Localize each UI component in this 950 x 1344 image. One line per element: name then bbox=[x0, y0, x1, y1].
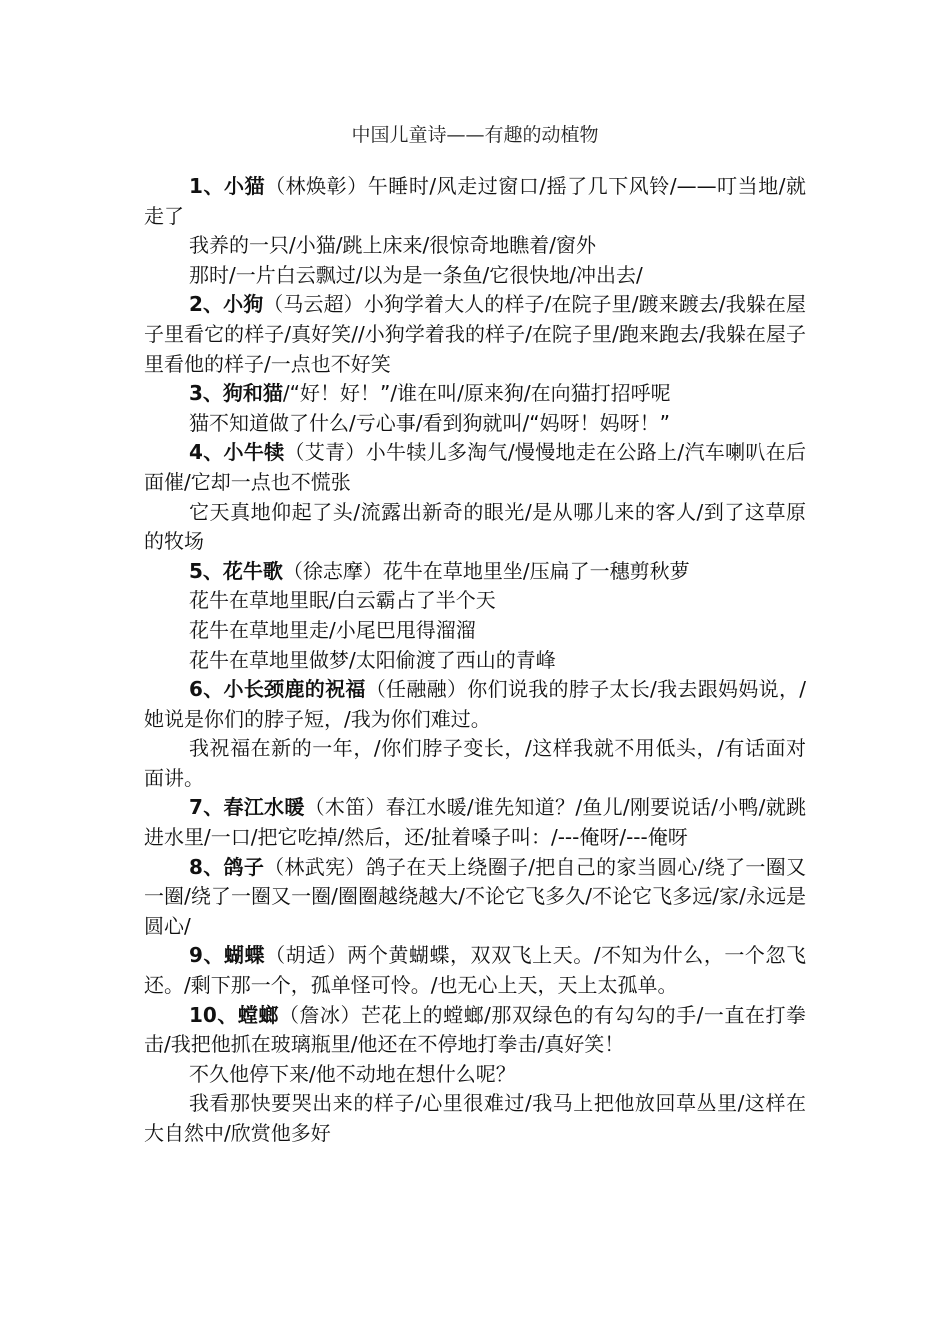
poem-title: 小牛犊 bbox=[223, 440, 285, 465]
poem-number: 2、 bbox=[189, 292, 224, 317]
poem-paragraph bbox=[144, 498, 806, 557]
poem-text: （胡适）两个黄蝴蝶，双双飞上天。/不知为什么，一个忽飞还。/剩下那一个，孤单怪可怜。/也无心上天，天上太孤单。 bbox=[144, 943, 806, 998]
poem-title: 小长颈鹿的祝福 bbox=[223, 677, 366, 702]
document-body bbox=[144, 172, 806, 1149]
poem-text: （徐志摩）花牛在草地里坐/压扁了一穗剪秋萝 bbox=[282, 558, 690, 583]
poem-title: 花牛歌 bbox=[222, 558, 283, 583]
poem-paragraph bbox=[144, 172, 806, 231]
poem-title: 鸽子 bbox=[223, 854, 265, 879]
poem-number: 10、 bbox=[189, 1002, 238, 1027]
poem-number: 3、 bbox=[189, 381, 223, 406]
poem-paragraph bbox=[144, 1089, 806, 1148]
document-title: 中国儿童诗——有趣的动植物 bbox=[351, 124, 599, 146]
poem-title: 小狗 bbox=[223, 292, 264, 317]
poem-text: （艾青）小牛犊儿多淘气/慢慢地走在公路上/汽车喇叭在后面催/它却一点也不慌张 bbox=[144, 440, 807, 494]
poem-paragraph bbox=[144, 1001, 806, 1060]
poem-text: （任融融）你们说我的脖子太长/我去跟妈妈说，/她说是你们的脖子短，/我为你们难过。 bbox=[144, 677, 807, 731]
poem-text: 那时/一片白云飘过/以为是一条鱼/它很快地/冲出去/ bbox=[189, 262, 643, 287]
poem-text: （林焕彰）午睡时/风走过窗口/摇了几下风铃/——叮当地/就走了 bbox=[144, 174, 807, 228]
poem-text: /“好！好！”/谁在叫/原来狗/在向猫打招呼呢 bbox=[282, 381, 671, 406]
poem-paragraph bbox=[144, 675, 806, 734]
poem-paragraph bbox=[144, 438, 806, 497]
poem-text: 花牛在草地里走/小尾巴甩得溜溜 bbox=[189, 617, 476, 642]
poem-number: 6、 bbox=[189, 677, 224, 702]
poem-paragraph bbox=[144, 261, 806, 291]
poem-text: （马云超）小狗学着大人的样子/在院子里/踱来踱去/我躲在屋子里看它的样子/真好笑//小狗学着我的样子/在院子里/跑来跑去/我躲在屋子里看他的样子/一点也不好笑 bbox=[144, 292, 807, 376]
poem-paragraph bbox=[144, 616, 806, 646]
poem-paragraph bbox=[144, 646, 806, 676]
poem-text: 不久他停下来/他不动地在想什么呢？ bbox=[189, 1061, 516, 1086]
poem-text: 我看那快要哭出来的样子/心里很难过/我马上把他放回草丛里/这样在大自然中/欣赏他多好 bbox=[144, 1091, 806, 1145]
poem-title: 狗和猫 bbox=[222, 381, 283, 406]
poem-paragraph bbox=[144, 290, 806, 379]
poem-number: 4、 bbox=[189, 440, 224, 465]
poem-paragraph bbox=[144, 1060, 806, 1090]
poem-number: 1、 bbox=[189, 174, 224, 198]
poem-text: （木笛）春江水暖/谁先知道？/鱼儿/刚要说话/小鸭/就跳进水里/一口/把它吃掉/然后，还/扯着嗓子叫：/---俺呀/---俺呀 bbox=[144, 795, 806, 850]
poem-text: 它天真地仰起了头/流露出新奇的眼光/是从哪儿来的客人/到了这草原的牧场 bbox=[144, 499, 806, 554]
poem-title: 春江水暖 bbox=[223, 795, 305, 820]
poem-number: 9、 bbox=[189, 943, 225, 968]
poem-paragraph bbox=[144, 586, 806, 616]
poem-paragraph bbox=[144, 379, 806, 409]
poem-text: 我祝福在新的一年，/你们脖子变长，/这样我就不用低头，/有话面对面讲。 bbox=[144, 736, 806, 790]
poem-paragraph bbox=[144, 231, 806, 261]
poem-paragraph bbox=[144, 409, 806, 439]
poem-text: （詹冰）芒花上的螳螂/那双绿色的有勾勾的手/一直在打拳击/我把他抓在玻璃瓶里/他还在不停地打拳击/真好笑！ bbox=[144, 1002, 806, 1057]
poem-text: （林武宪）鸽子在天上绕圈子/把自己的家当圆心/绕了一圈又一圈/绕了一圈又一圈/圈圈越绕越大/不论它飞多久/不论它飞多远/家/永远是圆心/ bbox=[144, 854, 807, 938]
poem-text: 花牛在草地里眠/白云霸占了半个天 bbox=[189, 588, 496, 613]
poem-paragraph bbox=[144, 793, 806, 852]
poem-paragraph bbox=[144, 734, 806, 793]
poem-text: 猫不知道做了什么/亏心事/看到狗就叫/“妈呀！妈呀！” bbox=[189, 410, 670, 435]
poem-paragraph bbox=[144, 557, 806, 587]
poem-title: 螳螂 bbox=[237, 1002, 279, 1027]
poem-paragraph bbox=[144, 853, 806, 942]
poem-text: 花牛在草地里做梦/太阳偷渡了西山的青峰 bbox=[189, 647, 556, 672]
poem-paragraph bbox=[144, 941, 806, 1000]
poem-number: 8、 bbox=[189, 854, 224, 879]
poem-title: 小猫 bbox=[224, 174, 266, 198]
poem-text: 我养的一只/小猫/跳上床来/很惊奇地瞧着/窗外 bbox=[189, 233, 596, 258]
poem-title: 蝴蝶 bbox=[224, 943, 266, 968]
poem-number: 5、 bbox=[189, 558, 223, 583]
poem-number: 7、 bbox=[189, 795, 224, 820]
